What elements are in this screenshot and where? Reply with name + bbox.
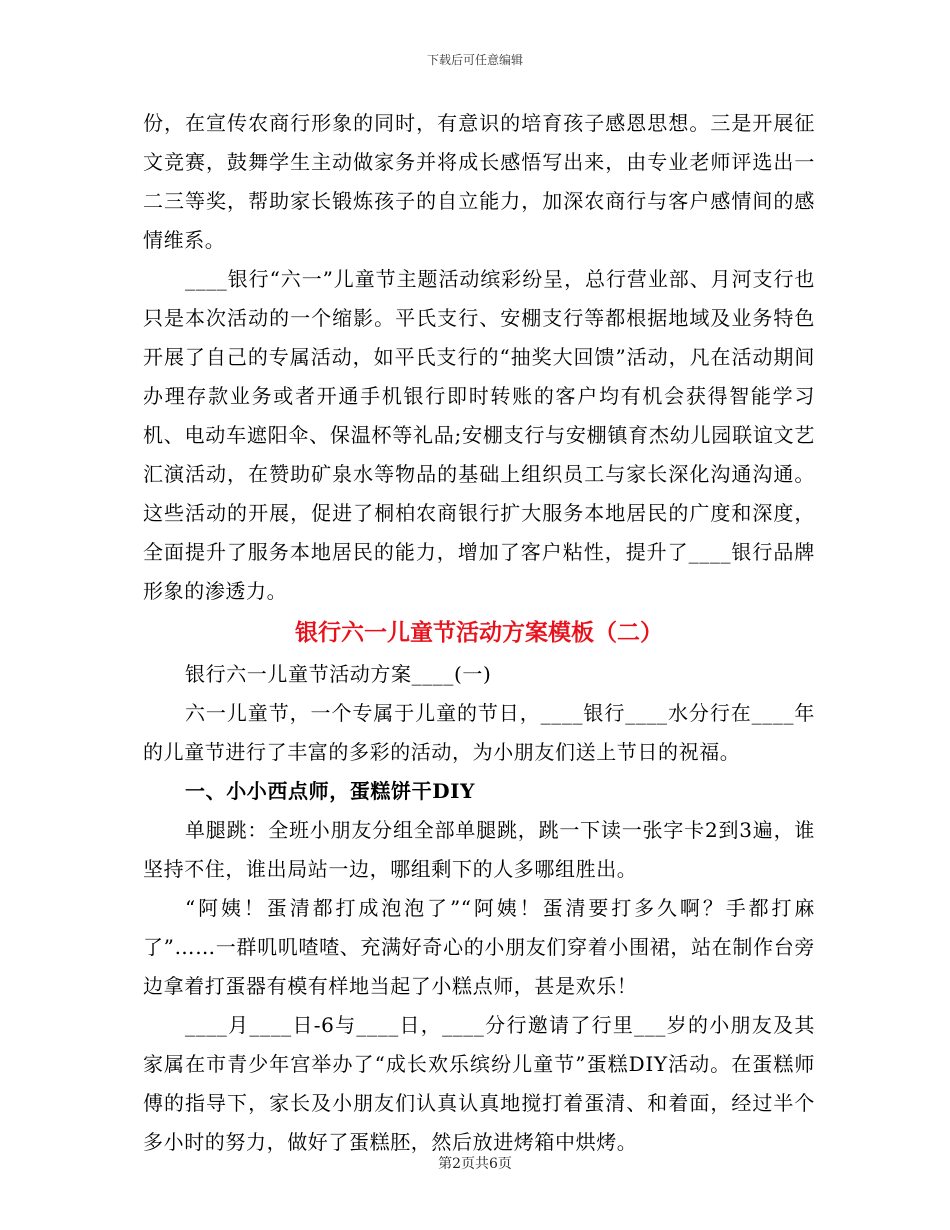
sub-heading: 一、小小西点师，蛋糕饼干DIY [185,779,475,803]
page-header: 下载后可任意编辑 [426,53,523,67]
section-title: 银行六一儿童节活动方案模板（二） [295,620,663,646]
paragraph-bank-activities: ____银行“六一”儿童节主题活动缤彩纷呈，总行营业部、月河支行也只是本次活动的一个缩影。平氏支行、安棚支行等都根据地域及业务特色开展了自己的专属活动，如平氏支行的“抽奖大回馈”活动，凡在活动期间办理存款业务或者开通手机银行即时转账的客户均有机会获得智能学习机、电动车遮阳伞、保温杯等礼品;安棚支行与安棚镇育杰幼儿园联谊文艺汇演活动，在赞助矿泉水等物品的基础上组织员工与家长深化沟通沟通。这些活动的开展，促进了桐柏农商银行扩大服务本地居民的广度和深度，全面提升了服务本地居民的能力，增加了客户粘性，提升了____银行品牌形象的渗透力。 [143,267,815,603]
paragraph-intro: 六一儿童节，一个专属于儿童的节日，____银行____水分行在____年的儿童节进行了丰富的多彩的活动，为小朋友们送上节日的祝福。 [143,701,815,764]
paragraph-children-quotes: “阿姨！蛋清都打成泡泡了”“阿姨！蛋清要打多久啊？手都打麻了”……一群叽叽喳喳、充满好奇心的小朋友们穿着小围裙，站在制作台旁边拿着打蛋器有模有样地当起了小糕点师，甚是欢乐！ [143,896,815,998]
paragraph-plan-label: 银行六一儿童节活动方案____(一) [185,662,492,686]
paragraph-continuation: 份，在宣传农商行形象的同时，有意识的培育孩子感恩思想。三是开展征文竞赛，鼓舞学生主动做家务并将成长感悟写出来，由专业老师评选出一二三等奖，帮助家长锻炼孩子的自立能力，加深农商行与客户感情间的感情维系。 [143,111,815,252]
paragraph-cake-diy: ____月____日-6与____日，____分行邀请了行里___岁的小朋友及其家属在市青少年宫举办了“成长欢乐缤纷儿童节”蛋糕DIY活动。在蛋糕师傅的指导下，家长及小朋友们认真认真地搅打着蛋清、和着面，经过半个多小时的努力，做好了蛋糕胚，然后放进烤箱中烘烤。 [143,1013,815,1154]
document-body [143,104,815,1162]
page-footer: 第2页共6页 [438,1156,512,1172]
paragraph-single-leg-jump: 单腿跳：全班小朋友分组全部单腿跳，跳一下读一张字卡2到3遍，谁坚持不住，谁出局站一边，哪组剩下的人多哪组胜出。 [143,818,815,881]
